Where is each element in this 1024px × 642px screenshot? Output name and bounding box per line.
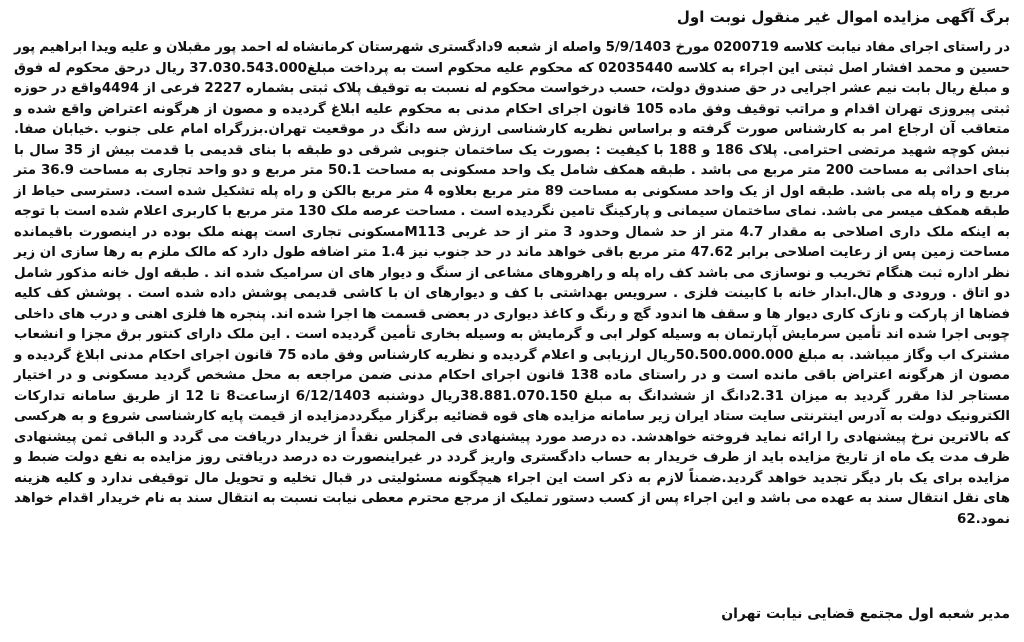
notice-title: برگ آگهی مزایده اموال غیر منقول نوبت اول xyxy=(676,8,1010,26)
notice-body: در راستای اجرای مفاد نیابت کلاسه 0200719 مورخ 5/9/1403 واصله از شعبه 9دادگستری شهرستان کرمانشاه له احمد پور مقبلان و علیه ویدا ابراهیم پور حسین و محمد افشار اصل ثبتی این اجراء به کلاسه 02035440 که محکوم علیه محکوم است به پرداخت مبلغ37.030.543.000 ریال درحق محکوم له فوق و مبلغ ریال بابت نیم عشر اجرایی در حق صندوق دولت، حسب درخواست محکوم له نسبت به توقیف پلاک ثبتی بشماره 2227 فرعی از 4494واقع در حوزه ثبتی پیروزی تهران اقدام و مراتب توقیف وفق ماده 105 قانون اجرای احکام مدنی به محکوم علیه ابلاغ گردیده و مصون از هرگونه اعتراض واقع شده و متعاقب آن ارجاع امر به کارشناس صورت گرفته و براساس نظریه کارشناسی ارزش سه دانگ در موقعیت تهران.بزرگراه امام علی جنوب .خیابان صفا. نبش کوچه شهید مرتضی احترامی. پلاک 186 و 188 با کیفیت : بصورت یک ساختمان جنوبی شرقی دو طبقه با بنای قدیمی با قدمت بیش از 35 سال با بنای احداثی به مساحت 200 متر مربع می باشد . طبقه همکف شامل یک واحد مسکونی به مساحت 50.1 متر مربع و دو واحد تجاری به مساحت 36.9 متر مربع و راه پله می باشد. طبقه اول از یک واحد مسکونی به مساحت 89 متر مربع بعلاوه 4 متر مربع بالکن و راه پله تشکیل شده است. دسترسی حیاط از طبقه همکف میسر می باشد. نمای ساختمان سیمانی و پارکینگ تامین نگردیده است . مساحت عرصه ملک 130 متر مربع با کاربری اعلام شده است با توجه به اینکه ملک داری اصلاحی به مقدار 4.7 متر از حد شمال وحدود 3 متر از حد غربی M113مسکونی تجاری است پهنه ملک بوده در اینصورت باقیمانده مساحت زمین پس از رعایت اصلاحی برابر 47.62 متر مربع باقی خواهد ماند در حد جنوب نیز 1.4 متر اضافه طول دارد که مالک ملزم به رها سازی ان زیر نظر اداره ثبت هنگام تخریب و نوسازی می باشد کف راه پله و راهروهای مشاعی از سنگ و دیوار های ان سرامیک شده اند . طبقه اول خانه مذکور شامل دو اتاق . ورودی و هال.ابدار خانه با کابینت فلزی . سرویس بهداشتی با کف و دیوارهای ان با کاشی قدیمی پوشش داده شده است . پوشش کف کلیه فضاها از پارکت و نازک کاری دیوار ها و سقف ها اندود گچ و رنگ و کاغذ دیواری در بعضی قسمت ها اجرا شده اند. پنجره ها فلزی اهنی و درب های داخلی چوبی اجرا شده اند تأمین سرمایش آپارتمان به وسیله کولر ابی و گرمایش به وسیله بخاری تأمین گردیده است . این ملک دارای کنتور برق مجزا و انشعاب مشترک اب وگاز میباشد. به مبلغ 50.500.000.000ریال ارزیابی و اعلام گردیده و نظریه کارشناس وفق ماده 75 قانون اجرای احکام مدنی ابلاغ گردیده و مصون از هرگونه اعتراض باقی مانده است و در راستای ماده 138 قانون اجرای احکام مدنی ضمن مراجعه به محل مشخص گردید مسکونی و در اختیار مستاجر لذا مقرر گردید به میزان 2.31دانگ از ششدانگ به مبلغ 38.881.070.150ریال دوشنبه 6/12/1403 ازساعت8 تا 12 از طریق سامانه تدارکات الکترونیک دولت به آدرس اینترنتی سایت ستاد ایران زیر سامانه مزایده های قوه قضائیه برگزار میگرددمزایده از قیمت پایه کارشناسی شروع و به هرکسی که بالاترین نرخ پیشنهادی را ارائه نماید فروخته خواهدشد. ده درصد مورد پیشنهادی فی المجلس نقداً از خریدار دریافت می گردد و الباقی ثمن پیشنهادی ظرف مدت یک ماه از تاریخ مزایده باید از طرف خریدار به حساب دادگستری واریز گردد در غیراینصورت ده درصد دریافتی روز مزایده به نفع دولت ضبط و مزایده برای یک بار دیگر تجدید خواهد گردید.ضمناً لازم به ذکر است این اجراء هیچگونه مسئولیتی در قبال تخلیه و تحویل مال توقیفی ندارد و کلیه هزینه های نقل انتقال سند به عهده می باشد و این اجراء پس از کسب دستور تملیک از مرجع محترم معطی نیابت نسبت به انتقال سند به نام خریدار اقدام خواهد نمود.62 xyxy=(14,40,1011,527)
notice-signature: مدیر شعبه اول مجتمع قضایی نیابت تهران xyxy=(721,606,1010,622)
